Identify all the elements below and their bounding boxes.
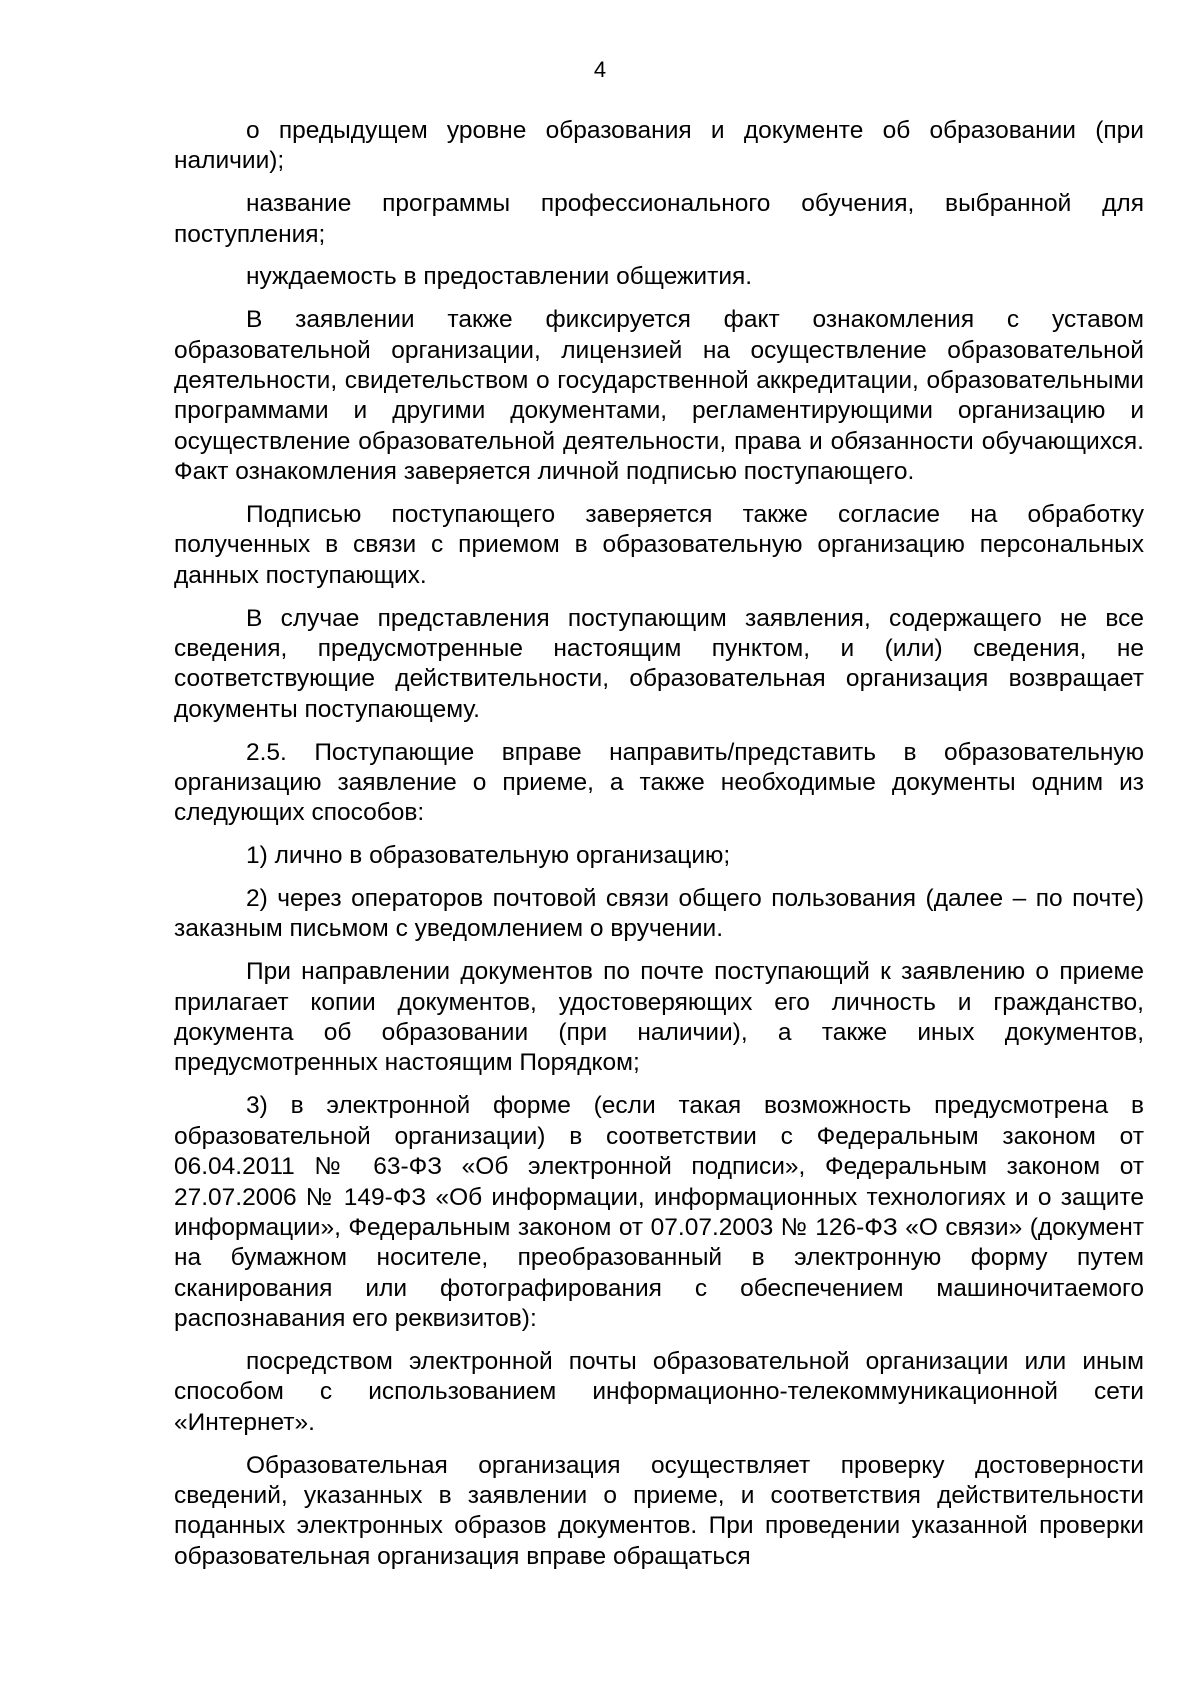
paragraph-section-2-5: 2.5. Поступающие вправе направить/представить в образовательную организацию заявление о приеме, а также необходимые документы одним из следующих способов:: [174, 738, 1144, 827]
paragraph-verification: Образовательная организация осуществляет проверку достоверности сведений, указанных в заявлении о приеме, и соответствия действительности поданных электронных образов документов. При проведении указанной проверки образовательная организация вправе обращаться: [174, 1451, 1144, 1570]
paragraph-method-in-person: 1) лично в образовательную организацию;: [246, 842, 731, 870]
paragraph-postal-documents: При направлении документов по почте поступающий к заявлению о приеме прилагает копии документов, удостоверяющих его личность и гражданство, документа об образовании (при наличии), а также иных документов, предусмотренных настоящим Порядком;: [174, 958, 1144, 1077]
paragraph-personal-data-consent: Подписью поступающего заверяется также согласие на обработку полученных в связи с приемом в образовательную организацию персональных данных поступающих.: [174, 501, 1144, 589]
paragraph-email-internet: посредством электронной почты образовательной организации или иным способом с использованием информационно-телекоммуникационной сети «Интернет».: [174, 1347, 1144, 1436]
paragraph-previous-education: о предыдущем уровне образования и документе об образовании (при наличии);: [174, 117, 1144, 175]
paragraph-method-electronic: 3) в электронной форме (если такая возможность предусмотрена в образовательной организации) в соответствии с Федеральным законом от 06.04.2011 № 63-ФЗ «Об электронной подписи», Федеральным законом от 27.07.2006 № 149-ФЗ «Об информации, информационных технологиях и о защите информации», Федеральным законом от 07.07.2003 № 126-ФЗ «О связи» (документ на бумажном носителе, преобразованный в электронную форму путем сканирования или фотографирования с обеспечением машиночитаемого распознавания его реквизитов):: [174, 1092, 1144, 1333]
document-body: [174, 116, 1144, 1585]
paragraph-program-name: название программы профессионального обучения, выбранной для поступления;: [174, 190, 1144, 248]
paragraph-method-by-post: 2) через операторов почтовой связи общего пользования (далее – по почте) заказным письмом с уведомлением о вручении.: [174, 885, 1144, 943]
paragraph-incomplete-application: В случае представления поступающим заявления, содержащего не все сведения, предусмотренные настоящим пунктом, и (или) сведения, не соответствующие действительности, образовательная организация возвращает документы поступающему.: [174, 604, 1144, 723]
page-number: 4: [593, 57, 607, 82]
paragraph-acquaintance-fact: В заявлении также фиксируется факт ознакомления с уставом образовательной организации, лицензией на осуществление образовательной деятельности, свидетельством о государственной аккредитации, образовательными программами и другими документами, регламентирующими организацию и осуществление образовательной деятельности, права и обязанности обучающихся. Факт ознакомления заверяется личной подписью поступающего.: [174, 306, 1144, 486]
paragraph-dormitory-need: нуждаемость в предоставлении общежития.: [246, 263, 753, 291]
